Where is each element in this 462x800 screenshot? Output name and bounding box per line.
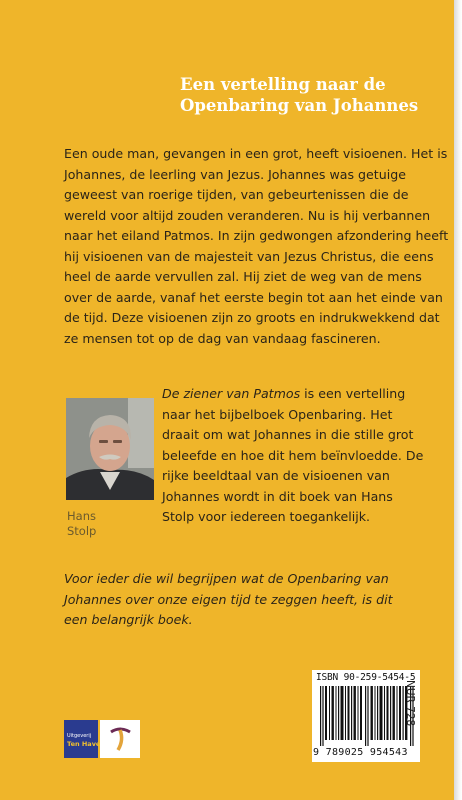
text-line: Johannes over onze eigen tijd te zeggen heeft, is dit [64,591,393,607]
text-line: geweest van roerige tijden, van gebeurtenissen die de [64,187,409,202]
text-line: naar het eiland Patmos. In zijn gedwongen afzondering heeft [64,228,449,243]
cover-edge [454,0,462,800]
text-line: Johannes wordt in dit boek van Hans [162,488,393,504]
text-line: een belangrijk boek. [64,612,193,627]
publisher-mark-icon [100,720,140,758]
about-book-paragraph [162,384,423,528]
publisher-label: Uitgeverij [67,733,92,739]
text-line: Een oude man, gevangen in een grot, heeft visioenen. Het is [64,146,448,161]
synopsis-paragraph [64,144,448,349]
text-line: hij visioenen van de majesteit van Jezus Christus, die eens [64,248,434,264]
author-photo [66,398,154,500]
text-line: ze mensen tot op de dag van vandaag fascineren. [64,330,381,346]
text-line: heel de aarde vervullen zal. Hij ziet de weg van de mens [64,269,422,284]
text-line: naar het bijbelboek Openbaring. Het [162,406,393,422]
title-line: Een vertelling naar de [180,75,386,94]
publisher-logo [64,720,101,758]
isbn-text: ISBN 90-259-5454-5 [316,672,416,683]
text-line: Voor ieder die wil begrijpen wat de Openbaring van [64,571,389,586]
recommendation-paragraph [64,569,393,631]
caption-line: Hans [67,509,96,523]
text-line: de tijd. Deze visioenen zijn zo groots en indrukwekkend dat [64,310,440,325]
text-line: Johannes, de leerling van Jezus. Johannes was getuige [64,166,406,182]
text-line: beleefde en hoe dit hem beïnvloedde. De [162,447,424,463]
caption-line: Stolp [67,524,97,538]
text-line: over de aarde, vanaf het eerste begin tot aan het einde van [64,289,443,305]
book-title-emphasis: De ziener van Patmos [162,386,301,401]
text-line: rijke beeldtaal van de visioenen van [162,468,390,483]
publisher-name: Ten Have [67,740,101,748]
photo-caption [67,509,96,539]
nur-code: NUR 728 [404,680,416,727]
text-line: wereld voor altijd zouden veranderen. Nu is hij verbannen [64,207,431,223]
text-line: draait om wat Johannes in die stille grot [162,427,414,442]
title-line: Openbaring van Johannes [180,96,419,115]
text-line: Stolp voor iedereen toegankelijk. [162,509,371,524]
text-line [162,384,423,405]
text-fragment: is een vertelling [300,386,406,401]
ean-digits: 9 789025 954543 [313,747,408,758]
barcode-bars [320,686,414,746]
back-cover-title [180,74,450,116]
